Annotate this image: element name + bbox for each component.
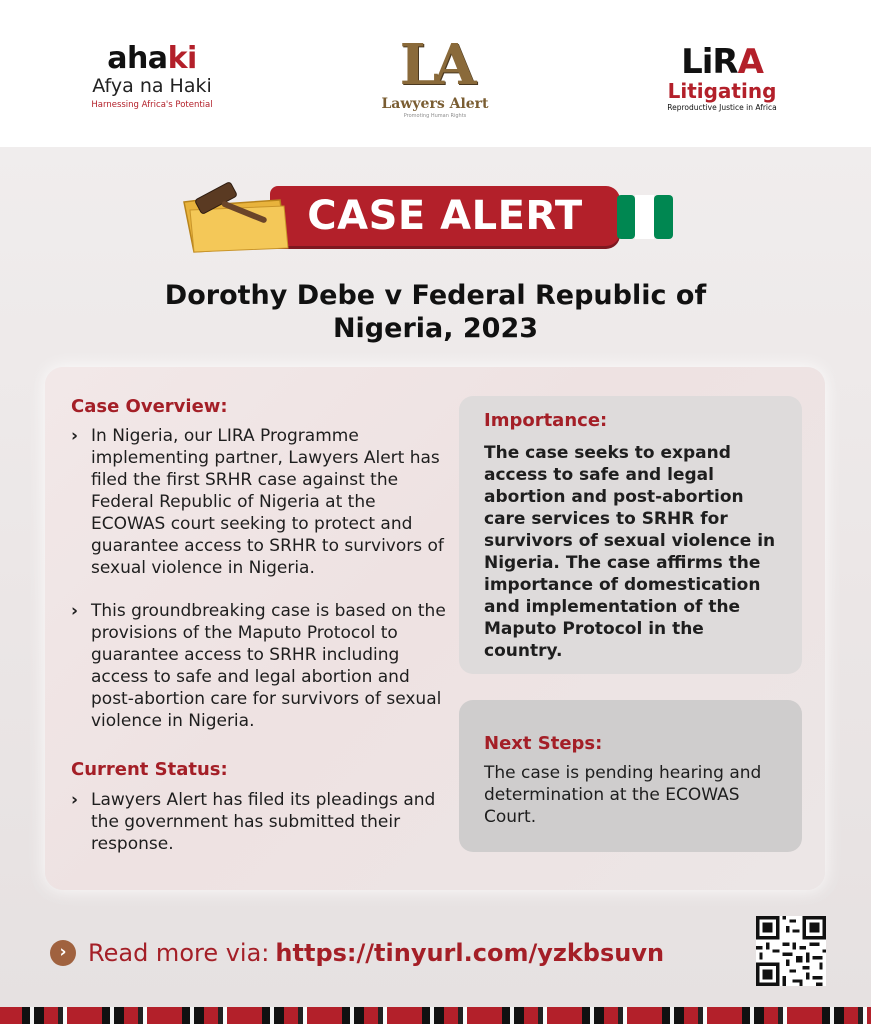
next-steps-heading: Next Steps: bbox=[484, 733, 603, 754]
importance-heading: Importance: bbox=[484, 410, 608, 431]
ahaki-wordmark-red: ki bbox=[167, 41, 197, 76]
case-overview-heading: Case Overview: bbox=[71, 396, 228, 417]
overview-bullet bbox=[71, 425, 446, 579]
ahaki-tagline: Harnessing Africa's Potential bbox=[91, 100, 213, 110]
ahaki-wordmark-black: aha bbox=[107, 41, 168, 76]
case-title: Dorothy Debe v Federal Republic of Nigeria, 2023 bbox=[164, 280, 707, 344]
lira-wordmark bbox=[660, 44, 784, 80]
status-bullet-text: Lawyers Alert has filed its pleadings and the government has submitted their response. bbox=[91, 790, 436, 854]
overview-bullet-text: This groundbreaking case is based on the provisions of the Maputo Protocol to guarantee access to SRHR including access to safe and legal abortion and post-abortion care for survivors of sexual violence in Nigeria. bbox=[91, 601, 446, 731]
chevron-right-icon: › bbox=[71, 601, 79, 621]
status-bullet bbox=[71, 789, 436, 855]
chevron-right-icon: › bbox=[71, 790, 79, 810]
chevron-right-icon: › bbox=[71, 426, 79, 446]
next-steps-text: The case is pending hearing and determination at the ECOWAS Court. bbox=[484, 763, 762, 827]
gavel-folder-icon bbox=[176, 176, 306, 258]
read-more-label: Read more via: bbox=[88, 939, 270, 967]
lira-logo bbox=[660, 44, 784, 114]
read-more bbox=[50, 935, 664, 971]
current-status-heading: Current Status: bbox=[71, 759, 228, 780]
case-alert-label: CASE ALERT bbox=[307, 193, 583, 239]
lira-wordmark-black: LiR bbox=[681, 42, 738, 82]
ahaki-wordmark bbox=[88, 43, 216, 75]
lawyers-alert-tagline: Promoting Human Rights bbox=[403, 113, 467, 119]
qr-code[interactable] bbox=[756, 916, 826, 986]
lira-tagline: Reproductive Justice in Africa bbox=[667, 103, 777, 112]
ahaki-logo bbox=[88, 43, 216, 111]
read-more-link[interactable]: https://tinyurl.com/yzkbsuvn bbox=[275, 939, 665, 967]
lawyers-alert-mark: LA bbox=[399, 32, 471, 98]
nigeria-flag-icon bbox=[617, 195, 673, 239]
lira-wordmark-red: A bbox=[737, 42, 763, 82]
importance-text: The case seeks to expand access to safe and legal abortion and post-abortion care services to SRHR for survivors of sexual violence in Nigeria. The case affirms the importance of domestication and implementation of the Maputo Protocol in the country. bbox=[484, 443, 776, 661]
lira-subtitle: Litigating bbox=[667, 79, 777, 103]
overview-bullet-text: In Nigeria, our LIRA Programme implementing partner, Lawyers Alert has filed the first SRHR case against the Federal Republic of Nigeria at the ECOWAS court seeking to protect and guarantee access to SRHR to survivors of sexual violence in Nigeria. bbox=[91, 426, 444, 578]
decorative-pattern-strip bbox=[0, 1007, 871, 1024]
ahaki-subtitle: Afya na Haki bbox=[92, 75, 212, 97]
lawyers-alert-name: Lawyers Alert bbox=[381, 96, 489, 112]
lawyers-alert-logo bbox=[370, 34, 500, 120]
overview-bullet bbox=[71, 600, 446, 732]
arrow-circle-icon: › bbox=[50, 940, 76, 966]
